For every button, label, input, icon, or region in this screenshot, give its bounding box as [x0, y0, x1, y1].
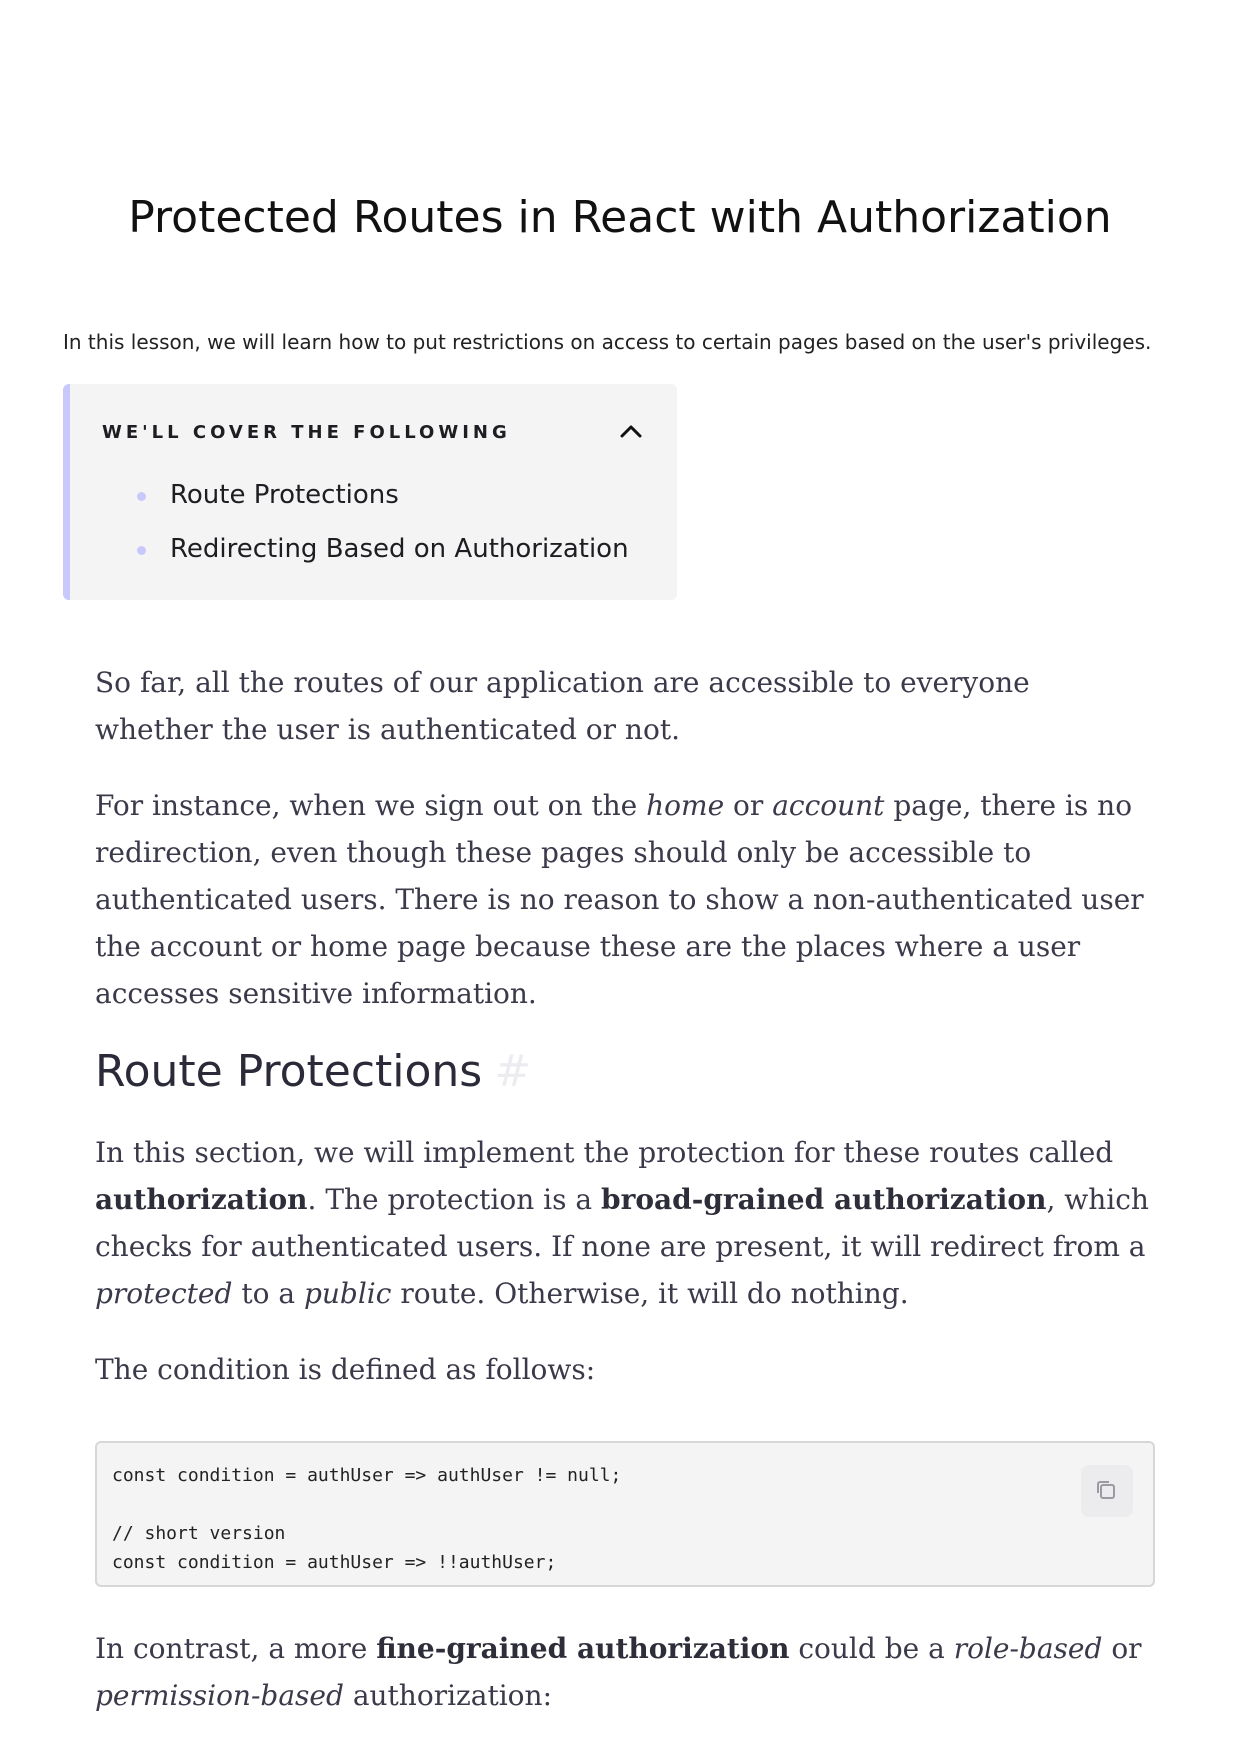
- paragraph-for-instance: For instance, when we sign out on the home or account page, there is no redirection, even though these pages should only be accessible to authenticated users. There is no reason to show a non-authenticated user the account or home page because these are the places where a user accesses sensitive information.: [95, 789, 1144, 1010]
- toc-item-redirecting[interactable]: Redirecting Based on Authorization: [170, 522, 629, 576]
- paragraph-routes-accessible: So far, all the routes of our application are accessible to everyone whether the user is authenticated or not.: [95, 666, 1030, 746]
- paragraph-condition: The condition is defined as follows:: [95, 1353, 596, 1386]
- code-text[interactable]: const condition = authUser => authUser != null; // short version const condition = authUser => !!authUser;: [112, 1465, 622, 1573]
- table-of-contents: [63, 384, 677, 600]
- lesson-intro: In this lesson, we will learn how to put restrictions on access to certain pages based on the user's privileges.: [63, 330, 1152, 354]
- toc-item-route-protections[interactable]: Route Protections: [170, 468, 629, 522]
- code-block: [95, 1441, 1155, 1587]
- toc-list: [170, 468, 629, 576]
- toc-heading: WE'LL COVER THE FOLLOWING: [102, 422, 511, 443]
- paragraph-fine-grained: In contrast, a more fine-grained authorization could be a role-based or permission-based authorization:: [95, 1632, 1142, 1712]
- chevron-up-icon[interactable]: [618, 420, 644, 442]
- paragraph-authorization: In this section, we will implement the protection for these routes called authorization. The protection is a broad-grained authorization, which checks for authenticated users. If none are present, it will redirect from a protected to a public route. Otherwise, it will do nothing.: [95, 1136, 1149, 1310]
- page-title: Protected Routes in React with Authorization: [128, 192, 1112, 243]
- copy-code-button[interactable]: [1081, 1465, 1133, 1517]
- copy-icon: [1081, 1465, 1133, 1517]
- heading-anchor-link[interactable]: #: [494, 1046, 532, 1097]
- section-heading-route-protections: Route Protections #: [95, 1046, 532, 1097]
